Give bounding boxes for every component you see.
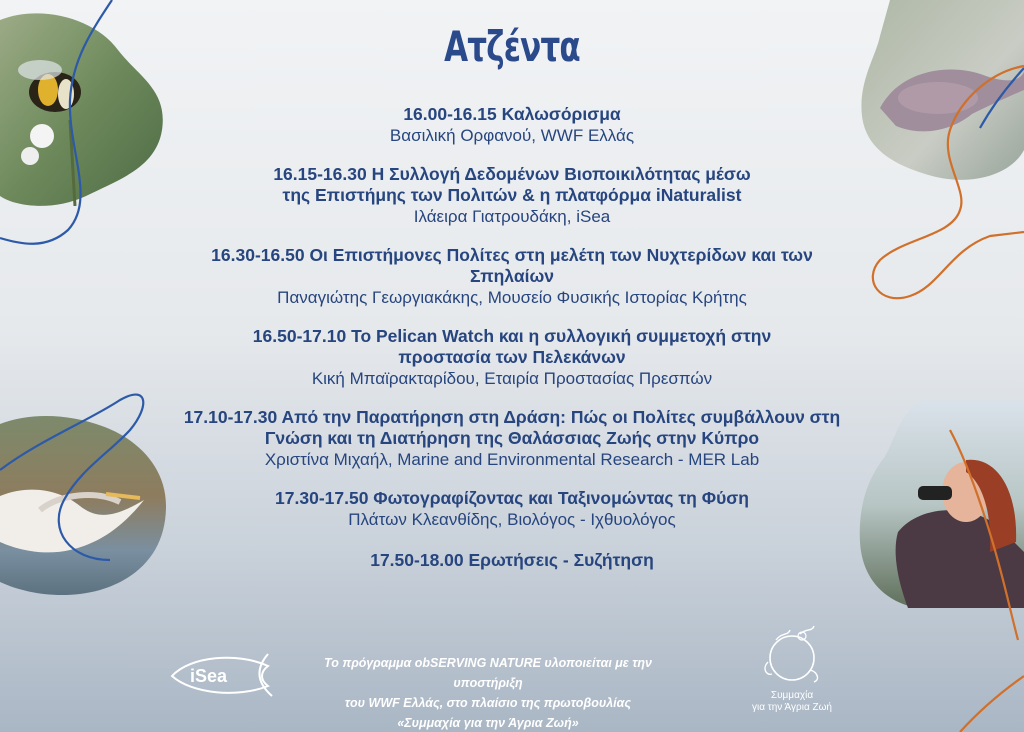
agenda-item-heading xyxy=(130,326,894,368)
agenda-heading-line: 17.10-17.30 Από την Παρατήρηση στη Δράση: Πώς οι Πολίτες συμβάλλουν στη xyxy=(183,407,841,427)
alliance-logo-line: για την Άγρια Ζωή xyxy=(752,702,832,713)
agenda-item-speaker: Χριστίνα Μιχαήλ, Marine and Environmental Research - MER Lab xyxy=(264,450,760,469)
alliance-logo-line: Συμμαχία xyxy=(770,690,814,701)
agenda-item-heading xyxy=(130,245,894,287)
agenda-item-heading xyxy=(130,104,894,125)
agenda-item-heading xyxy=(130,164,894,206)
agenda-heading-line: 17.50-18.00 Ερωτήσεις - Συζήτηση xyxy=(370,550,654,570)
agenda-item-speaker: Βασιλική Ορφανού, WWF Ελλάς xyxy=(389,126,635,145)
agenda-list xyxy=(130,104,894,585)
agenda-heading-line: προστασία των Πελεκάνων xyxy=(398,347,626,367)
agenda-heading-line: 17.30-17.50 Φωτογραφίζοντας και Ταξινομώντας τη Φύση xyxy=(275,488,749,508)
isea-logo xyxy=(168,650,278,698)
footer-line: «Συμμαχία για την Άγρια Ζωή» xyxy=(397,716,579,730)
agenda-item-speaker: Πλάτων Κλεανθίδης, Βιολόγος - Ιχθυολόγος xyxy=(348,510,676,529)
agenda-item xyxy=(130,164,894,227)
agenda-item xyxy=(130,104,894,146)
agenda-heading-line: 16.15-16.30 Η Συλλογή Δεδομένων Βιοποικιλότητας μέσω xyxy=(273,164,751,184)
footer-line: του WWF Ελλάς, στο πλαίσιο της πρωτοβουλίας xyxy=(344,696,632,710)
agenda-item xyxy=(130,488,894,530)
agenda-item-heading xyxy=(130,407,894,449)
agenda-item-speaker: Ιλάειρα Γιατρουδάκη, iSea xyxy=(413,207,611,226)
agenda-item xyxy=(130,407,894,470)
footer-note xyxy=(292,653,684,732)
agenda-heading-line: 16.30-16.50 Οι Επιστήμονες Πολίτες στη μελέτη των Νυχτερίδων και των xyxy=(211,245,813,265)
agenda-item-speaker: Παναγιώτης Γεωργιακάκης, Μουσείο Φυσικής Ιστορίας Κρήτης xyxy=(277,288,747,307)
alliance-logo-text xyxy=(740,690,844,714)
footer-line: Το πρόγραμμα obSERVING NATURE υλοποιείται με την υποστήριξη xyxy=(324,656,652,690)
agenda-item xyxy=(130,550,894,571)
agenda-item xyxy=(130,245,894,308)
agenda-item xyxy=(130,326,894,389)
agenda-item-heading xyxy=(130,488,894,509)
agenda-heading-line: της Επιστήμης των Πολιτών & η πλατφόρμα iNaturalist xyxy=(282,185,742,205)
agenda-heading-line: 16.00-16.15 Καλωσόρισμα xyxy=(403,104,621,124)
isea-logo-text: iSea xyxy=(190,666,228,686)
agenda-heading-line: Γνώση και τη Διατήρηση της Θαλάσσιας Ζωής στην Κύπρο xyxy=(264,428,760,448)
agenda-heading-line: Σπηλαίων xyxy=(470,266,554,286)
agenda-item-speaker: Κική Μπαϊρακταρίδου, Εταιρία Προστασίας Πρεσπών xyxy=(311,369,713,388)
agenda-heading-line: 16.50-17.10 Το Pelican Watch και η συλλογική συμμετοχή στην xyxy=(252,326,772,346)
agenda-item-heading xyxy=(130,550,894,571)
page-title: Ατζέντα xyxy=(444,22,580,71)
